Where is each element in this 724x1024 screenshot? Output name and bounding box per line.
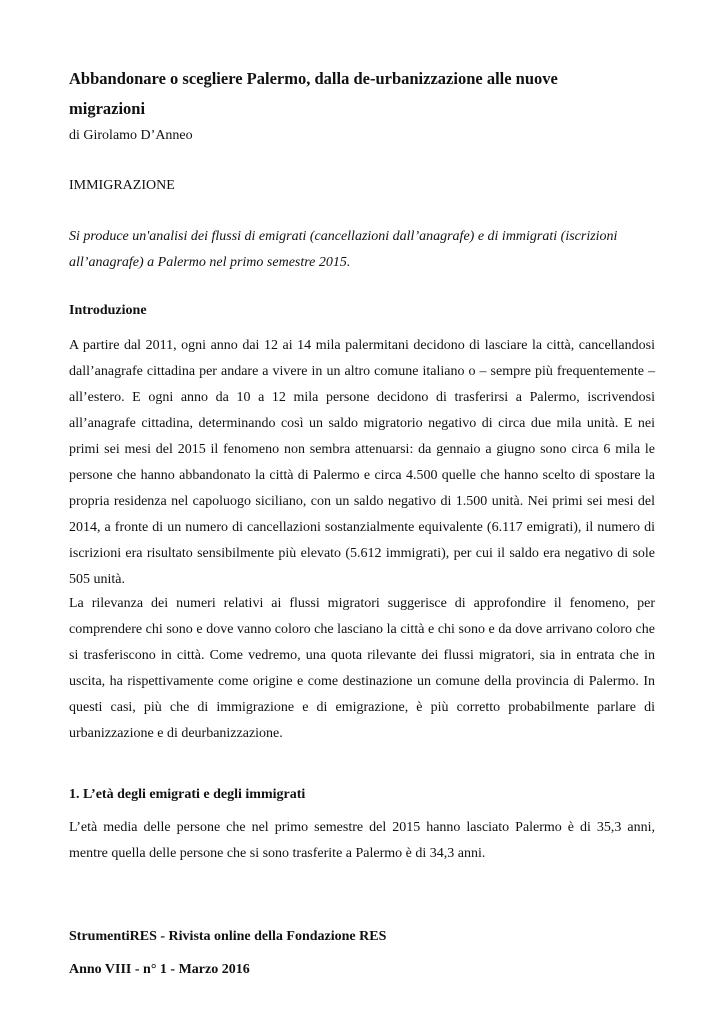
footer-journal: StrumentiRES - Rivista online della Fondazione RES [69,929,387,944]
abstract: Si produce un'analisi dei flussi di emigrati (cancellazioni dall’anagrafe) e di immigrati (iscrizioni all’anagrafe) a Palermo nel primo semestre 2015. [69,229,618,270]
section-label: IMMIGRAZIONE [69,178,175,193]
section1-paragraph: L’età media delle persone che nel primo semestre del 2015 hanno lasciato Palermo è di 35,3 anni, mentre quella delle persone che si sono trasferite a Palermo è di 34,3 anni. [69,820,655,861]
intro-paragraph-2: La rilevanza dei numeri relativi ai flussi migratori suggerisce di approfondire il fenomeno, per comprendere chi sono e dove vanno coloro che lasciano la città e chi sono e da dove arrivano coloro che si trasferiscono in città. Come vedremo, una quota rilevante dei flussi migratori, sia in entrata che in uscita, ha rispettivamente come origine e come destinazione un comune della provincia di Palermo. In questi casi, più che di immigrazione e di emigrazione, è più corretto probabilmente parlare di urbanizzazione e di deurbanizzazione. [69,596,655,741]
footer-issue: Anno VIII - n° 1 - Marzo 2016 [69,962,250,977]
author-line: di Girolamo D’Anneo [69,128,193,143]
document-title: Abbandonare o scegliere Palermo, dalla de-urbanizzazione alle nuove migrazioni [69,69,558,118]
intro-paragraph-1: A partire dal 2011, ogni anno dai 12 ai 14 mila palermitani decidono di lasciare la città, cancellandosi dall’anagrafe cittadina per andare a vivere in un altro comune italiano o – sempre più frequentemente – all’estero. E ogni anno da 10 a 12 mila persone decidono di trasferirsi a Palermo, iscrivendosi all’anagrafe cittadina, determinando così un saldo migratorio negativo di circa due mila unità. E nei primi sei mesi del 2015 il fenomeno non sembra attenuarsi: da gennaio a giugno sono circa 6 mila le persone che hanno abbandonato la città di Palermo e circa 4.500 quelle che hanno scelto di spostare la propria residenza nel capoluogo siciliano, con un saldo negativo di 1.500 unità. Nei primi sei mesi del 2014, a fronte di un numero di cancellazioni sostanzialmente equivalente (6.117 emigrati), il numero di iscrizioni era risultato sensibilmente più elevato (5.612 immigrati), per cui il saldo era negativo di sole 505 unità. [69,338,655,587]
section1-heading: 1. L’età degli emigrati e degli immigrati [69,787,306,802]
intro-heading: Introduzione [69,303,147,318]
